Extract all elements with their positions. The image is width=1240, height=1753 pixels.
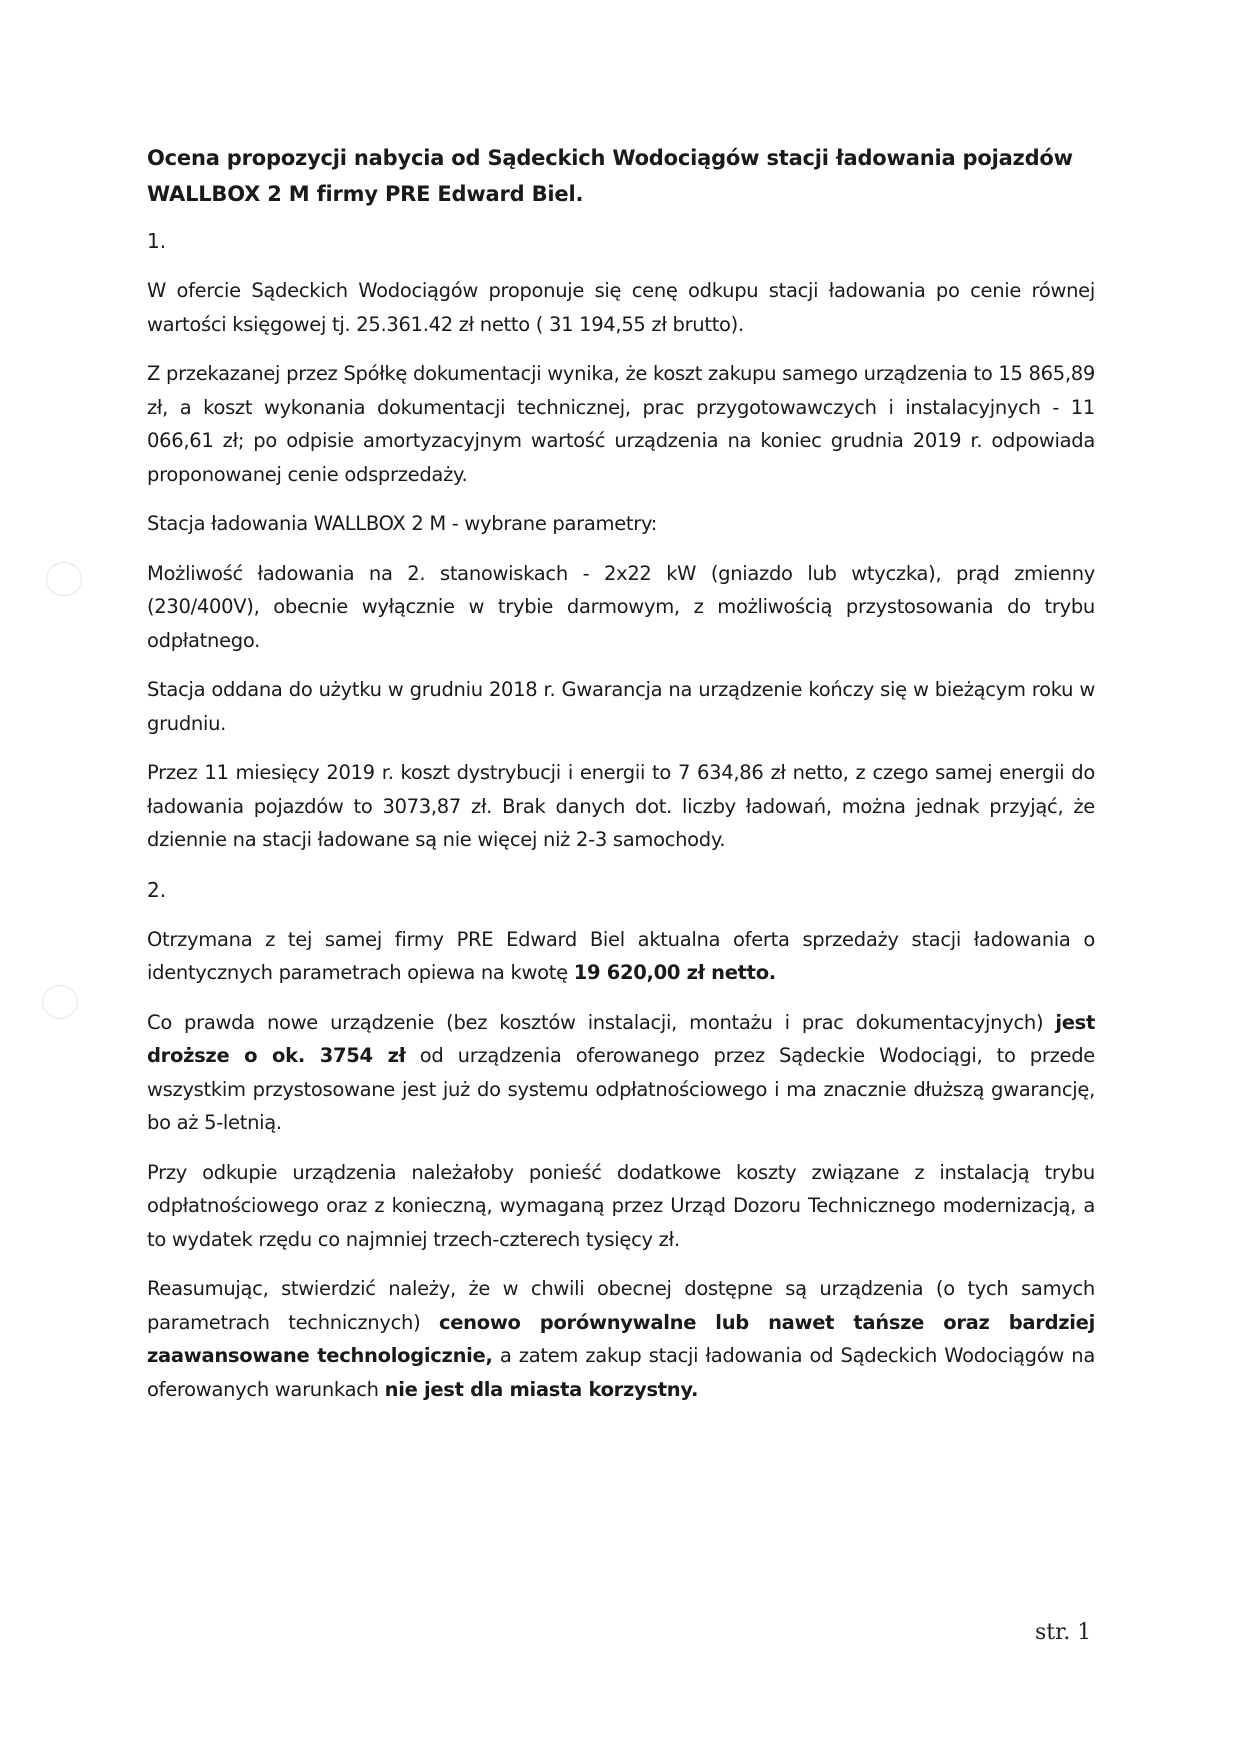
paragraph (147, 673, 1095, 740)
document-title: Ocena propozycji nabycia od Sądeckich Wodociągów stacji ładowania pojazdów WALLBOX 2 M firmy PRE Edward Biel. (147, 146, 1073, 206)
section-number: 1. (147, 229, 167, 253)
paragraph (147, 756, 1095, 857)
text: od urządzenia oferowanego przez Sądeckie Wodociągi, to przede wszystkim przystosowane jest już do systemu odpłatnościowego i ma znacznie dłuższą gwarancję, bo aż 5-letnią. (147, 1044, 1095, 1134)
text: Z przekazanej przez Spółkę dokumentacji wynika, że koszt zakupu samego urządzenia to 15 865,89 zł, a koszt wykonania dokumentacji technicznej, prac przygotowawczych i instalacyjnych - 11 066,61 zł; po odpisie amortyzacyjnym wartość urządzenia na koniec grudnia 2019 r. odpowiada proponowanej cenie odsprzedaży. (147, 362, 1095, 486)
text: Co prawda nowe urządzenie (bez kosztów instalacji, montażu i prac dokumentacyjnych) (147, 1010, 1056, 1034)
text: a zatem zakup stacji ładowania od Sądeckich Wodociągów na oferowanych warunkach (147, 1344, 1096, 1401)
paragraph (147, 357, 1095, 491)
text: Możliwość ładowania na 2. stanowiskach - 2x22 kW (gniazdo lub wtyczka), prąd zmienny (230/400V), obecnie wyłącznie w trybie darmowym, z możliwością przystosowania do trybu odpłatnego. (147, 561, 1095, 652)
document-body (147, 224, 1095, 1406)
paragraph (147, 507, 1095, 541)
text: Przez 11 miesięcy 2019 r. koszt dystrybucji i energii to 7 634,86 zł netto, z czego samej energii do ładowania pojazdów to 3073,87 zł. Brak danych dot. liczby ładowań, można jednak przyjąć, że dziennie na stacji ładowane są nie więcej niż 2-3 samochody. (147, 761, 1095, 851)
paragraph (147, 1006, 1095, 1140)
text: Stacja ładowania WALLBOX 2 M - wybrane parametry: (147, 512, 658, 535)
paragraph (147, 1156, 1095, 1257)
bold-text: cenowo porównywalne lub nawet tańsze oraz bardziej zaawansowane technologicznie, (147, 1310, 1095, 1367)
punch-hole-mark (42, 985, 78, 1019)
bold-text: jest droższe o ok. 3754 zł (147, 1010, 1095, 1067)
paragraph (147, 923, 1095, 990)
paragraph (147, 557, 1095, 658)
text: Reasumując, stwierdzić należy, że w chwili obecnej dostępne są urządzenia (o tych samych parametrach technicznych) (147, 1277, 1095, 1334)
paragraph (147, 274, 1095, 341)
bold-text: nie jest dla miasta korzystny. (384, 1377, 699, 1401)
document-page (147, 140, 1095, 1422)
text: W ofercie Sądeckich Wodociągów proponuje się cenę odkupu stacji ładowania po cenie równej wartości księgowej tj. 25.361.42 zł netto ( 31 194,55 zł brutto). (147, 279, 1095, 336)
text: Stacja oddana do użytku w grudniu 2018 r. Gwarancja na urządzenie kończy się w bieżącym roku w grudniu. (147, 678, 1095, 735)
text: Przy odkupie urządzenia należałoby ponieść dodatkowe koszty związane z instalacją trybu odpłatnościowego oraz z konieczną, wymaganą przez Urząd Dozoru Technicznego modernizacją, a to wydatek rzędu co najmniej trzech-czterech tysięcy zł. (147, 1160, 1095, 1251)
section-number: 2. (147, 877, 167, 902)
punch-hole-mark (46, 562, 82, 596)
paragraph (147, 1272, 1095, 1406)
text: Otrzymana z tej samej firmy PRE Edward Biel aktualna oferta sprzedaży stacji ładowania o identycznych parametrach opiewa na kwotę (147, 927, 1095, 984)
page-number: str. 1 (1035, 1620, 1092, 1645)
bold-text: 19 620,00 zł netto. (573, 961, 776, 984)
